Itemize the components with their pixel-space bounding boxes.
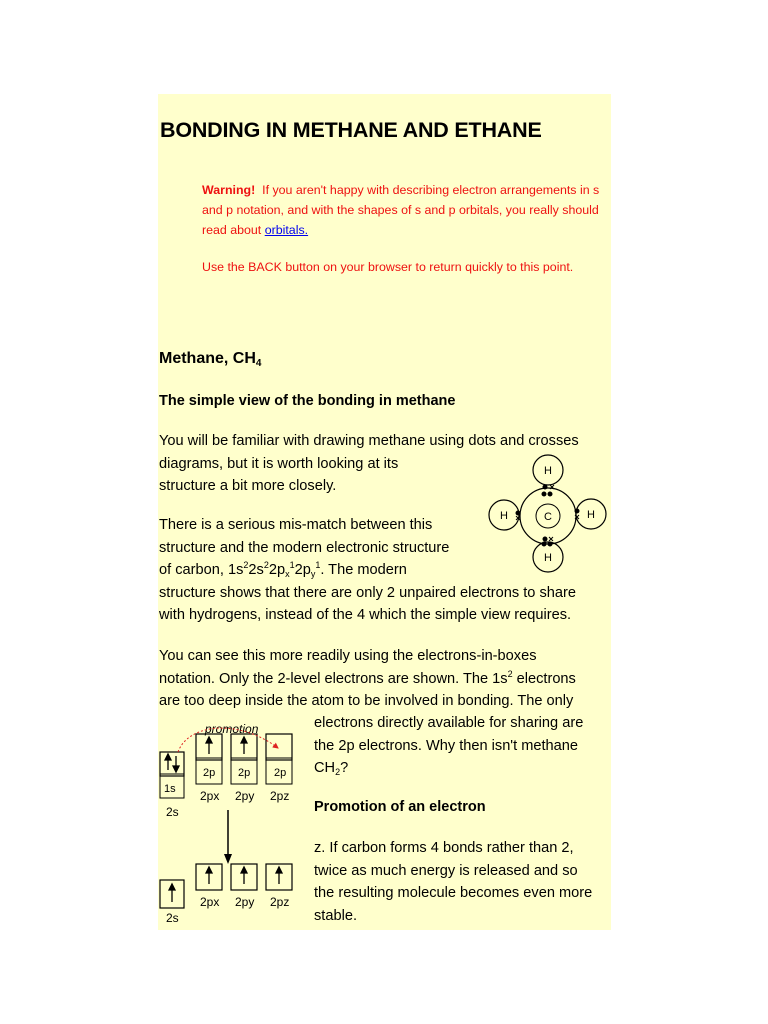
box-2pz-top <box>266 734 292 760</box>
page <box>158 94 611 930</box>
para-promotion-line: the resulting molecule becomes even more <box>314 885 593 901</box>
carbon-label: C <box>544 511 552 523</box>
para-mismatch-line: with hydrogens, instead of the 4 which the simple view requires. <box>159 607 572 623</box>
orbital-box-diagram <box>158 718 308 930</box>
para-boxes-line: the 2p electrons. Why then isn't methane <box>314 737 578 754</box>
para-boxes-line: electrons directly available for sharing are <box>314 715 584 731</box>
simple-view-heading: The simple view of the bonding in methane <box>159 393 456 409</box>
label-2pz-bottom: 2pz <box>270 895 290 909</box>
label-2pz-top: 2pz <box>270 789 290 803</box>
svg-text:1s: 1s <box>164 783 176 795</box>
para-boxes-line: You can see this more readily using the electrons-in-boxes <box>159 648 537 664</box>
promotion-heading: Promotion of an electron <box>314 799 486 815</box>
h-bottom-label: H <box>544 552 552 564</box>
label-2s-top: 2s <box>166 805 179 819</box>
label-2s-bottom: 2s <box>166 911 179 925</box>
orbitals-link[interactable]: orbitals. <box>264 223 309 237</box>
box-2s-top <box>160 752 184 776</box>
para-intro-line: structure a bit more closely. <box>159 478 337 494</box>
label-2px-top: 2px <box>200 789 220 803</box>
para-boxes <box>159 645 576 713</box>
h-left-label: H <box>500 510 508 522</box>
para-boxes-line: are too deep inside the atom to be involved in bonding. The only <box>159 693 574 709</box>
para-intro-line: diagrams, but it is worth looking at its <box>159 455 399 472</box>
warning-block <box>202 180 607 240</box>
para-mismatch-line: structure shows that there are only 2 unpaired electrons to share <box>159 584 576 601</box>
label-2px-bottom: 2px <box>200 895 220 909</box>
electron-configuration: of carbon, $1s^22s^22p_x^12p_y^1$. The modern <box>159 560 407 579</box>
back-note: Use the BACK button on your browser to return quickly to this point. <box>202 260 574 274</box>
h-top-label: H <box>544 465 552 477</box>
h-right-label: H <box>587 509 595 521</box>
methane-dot-cross-diagram <box>484 454 611 574</box>
para-promotion-line: z. If carbon forms 4 bonds rather than 2, <box>314 840 574 856</box>
promotion-label: promotion <box>205 722 259 736</box>
svg-text:2p: 2p <box>238 767 251 779</box>
para-boxes-line: notation. Only the 2-level electrons are shown. The $1s^2$ electrons <box>159 668 576 687</box>
methane-heading-text: Methane, CH <box>159 350 256 367</box>
methane-heading <box>159 350 261 369</box>
electron-arrows-bottom <box>169 867 282 902</box>
para-promotion-line: twice as much energy is released and so <box>314 862 578 879</box>
ghost-labels <box>164 767 286 795</box>
para-promotion <box>314 837 592 927</box>
svg-text:2p: 2p <box>203 767 216 779</box>
warning-label: Warning! <box>202 183 256 197</box>
para-boxes-cont <box>314 712 583 780</box>
label-2py-top: 2py <box>235 789 255 803</box>
methane-heading-sub: 4 <box>255 358 262 369</box>
para-intro-line: You will be familiar with drawing methane using dots and crosses <box>159 433 579 449</box>
svg-text:2p: 2p <box>274 767 287 779</box>
para-promotion-line: stable. <box>314 907 357 924</box>
label-2py-bottom: 2py <box>235 895 255 909</box>
para-mismatch-line: structure and the modern electronic structure <box>159 539 450 556</box>
page-title: BONDING IN METHANE AND ETHANE <box>160 118 542 142</box>
para-mismatch-line: There is a serious mis-match between this <box>159 517 433 533</box>
warning-text: If you aren't happy with describing electron arrangements in s and p notation, and with the shapes of s and p orbitals, you really should read about <box>202 183 600 237</box>
para-boxes-line: $CH_2$? <box>314 760 349 777</box>
